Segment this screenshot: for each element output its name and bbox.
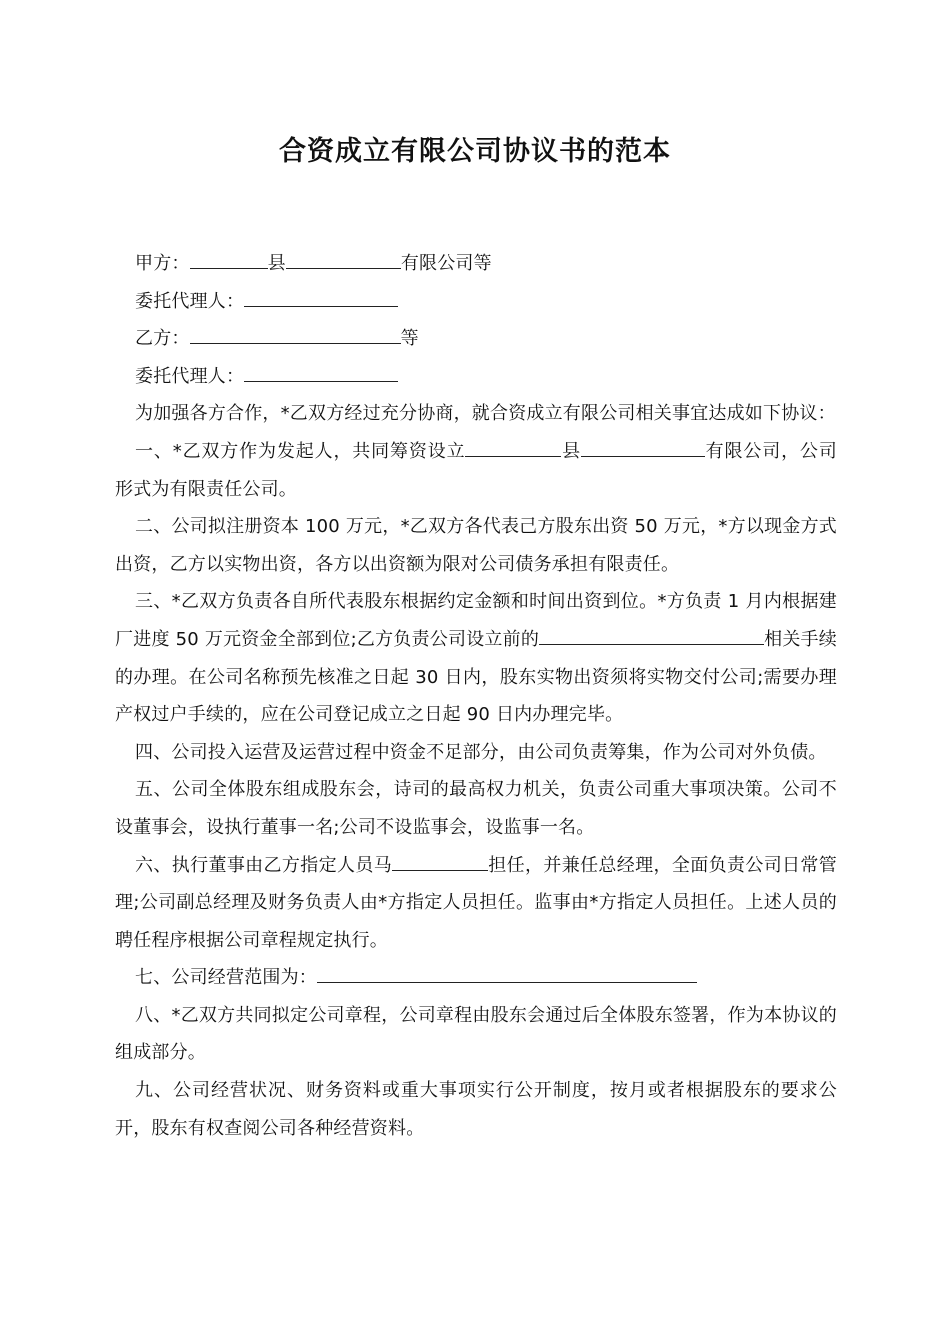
clause-1-part-1: 一、*乙双方作为发起人，共同筹资设立 — [135, 440, 466, 462]
clause-1-part-3: 有限公司，公司形式为有限责任公司。 — [115, 440, 837, 500]
clause-3-blank — [539, 628, 764, 645]
clause-3-part-2: 相关手续的办理。在公司名称预先核准之日起 30 日内，股东实物出资须将实物交付公司;需要办理产权过户手续的，应在公司登记成立之日起 90 日内办理完毕。 — [115, 628, 837, 726]
agent-b-blank — [244, 365, 398, 382]
clause-2: 二、公司拟注册资本 100 万元，*乙双方各代表己方股东出资 50 万元，*方以现金方式出资，乙方以实物出资，各方以出资额为限对公司债务承担有限责任。 — [115, 516, 837, 575]
agent-a-label: 委托代理人： — [135, 290, 245, 312]
party-a-county-blank — [190, 252, 268, 269]
clause-6-part-2: 担任，并兼任总经理，全面负责公司日常管理;公司副总经理及财务负责人由*方指定人员担任。监事由*方指定人员担任。上述人员的聘任程序根据公司章程规定执行。 — [115, 854, 837, 951]
clause-9: 九、公司经营状况、财务资料或重大事项实行公开制度，按月或者根据股东的要求公开，股东有权查阅公司各种经营资料。 — [115, 1080, 837, 1139]
document-title: 合资成立有限公司协议书的范本 — [279, 136, 671, 167]
party-b-blank — [190, 327, 401, 344]
clause-5: 五、公司全体股东组成股东会，诗司的最高权力机关，负责公司重大事项决策。公司不设董事会，设执行董事一名;公司不设监事会，设监事一名。 — [115, 779, 837, 838]
party-b-label: 乙方： — [135, 328, 190, 350]
agent-b-label: 委托代理人： — [135, 365, 245, 387]
clause-1-county-blank — [465, 440, 561, 457]
clause-1 — [115, 433, 837, 508]
agent-b-line — [115, 358, 837, 396]
agent-a-line — [115, 283, 837, 321]
clause-3 — [115, 583, 837, 733]
agent-a-blank — [244, 290, 398, 307]
party-a-company-blank — [286, 252, 401, 269]
clause-7-label: 七、公司经营范围为： — [135, 967, 317, 989]
party-a-label: 甲方： — [135, 253, 190, 274]
party-a-county-suffix: 县 — [267, 253, 286, 274]
document-body — [115, 245, 837, 1147]
clause-7 — [115, 959, 837, 997]
clause-8: 八、*乙双方共同拟定公司章程，公司章程由股东会通过后全体股东签署，作为本协议的组成部分。 — [115, 1004, 837, 1064]
party-a-line — [115, 245, 837, 283]
clause-7-blank — [317, 966, 697, 983]
party-a-company-suffix: 有限公司等 — [400, 253, 492, 274]
clause-6-part-1: 六、执行董事由乙方指定人员马 — [135, 854, 393, 876]
clause-6 — [115, 847, 837, 960]
clause-6-blank — [392, 854, 488, 871]
clause-3-part-1: 三、*乙双方负责各自所代表股东根据约定金额和时间出资到位。*方负责 1 月内根据建厂进度 50 万元资金全部到位;乙方负责公司设立前的 — [115, 591, 837, 650]
party-b-line — [115, 320, 837, 358]
party-b-suffix: 等 — [400, 328, 419, 350]
clause-1-part-2: 县 — [561, 440, 581, 462]
clause-4: 四、公司投入运营及运营过程中资金不足部分，由公司负责筹集，作为公司对外负债。 — [135, 741, 827, 763]
intro-paragraph: 为加强各方合作，*乙双方经过充分协商，就合资成立有限公司相关事宜达成如下协议： — [135, 403, 836, 425]
clause-1-company-blank — [581, 440, 705, 457]
